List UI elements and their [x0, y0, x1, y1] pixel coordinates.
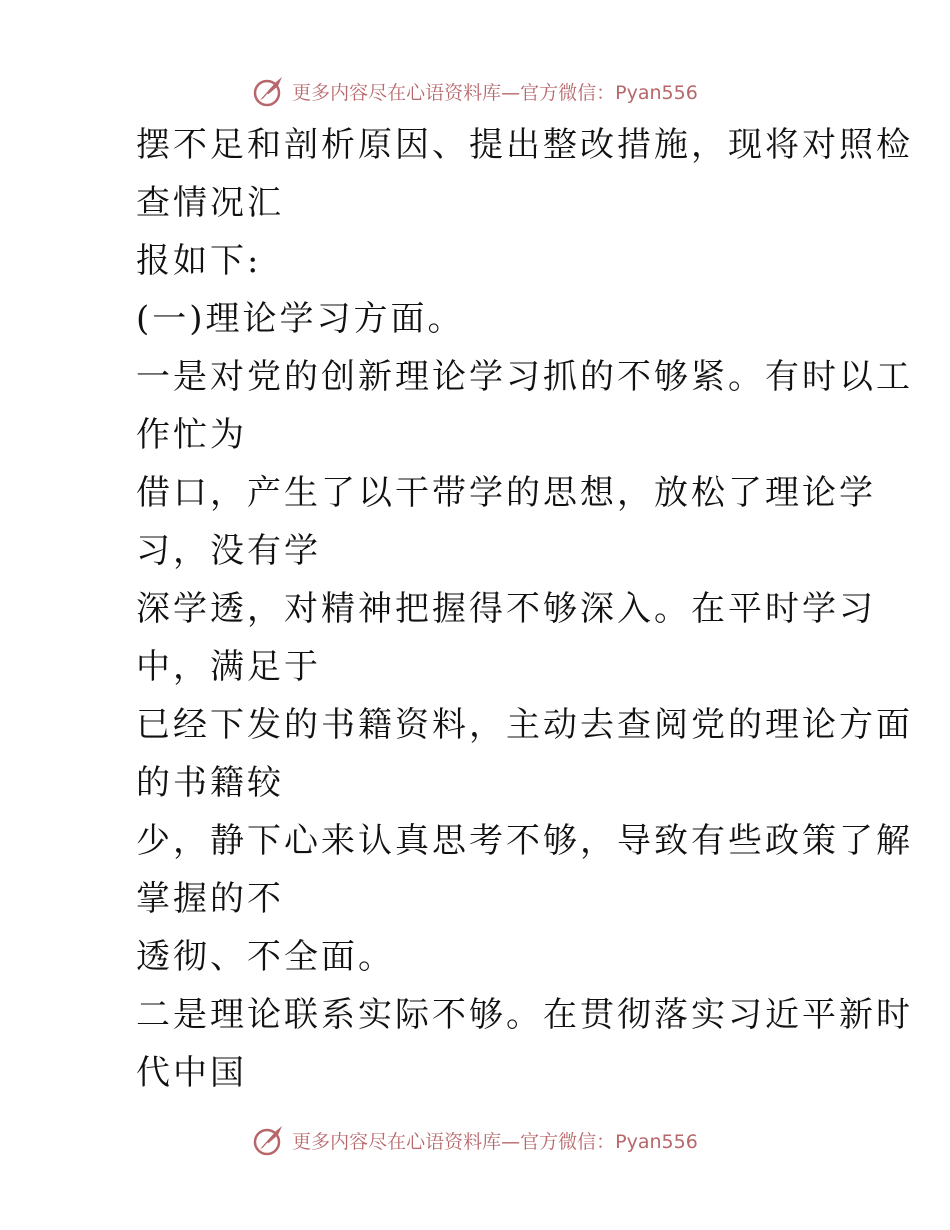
quill-logo-icon [252, 74, 286, 108]
text-line: 习，没有学 [136, 531, 321, 571]
text-line: 少，静下心来认真思考不够，导致有些政策了解 [136, 821, 913, 861]
text-line: 掌握的不 [136, 879, 284, 919]
text-line: 中，满足于 [136, 647, 321, 687]
text-line: 报如下: [136, 241, 262, 281]
text-line: 作忙为 [136, 415, 247, 455]
header-watermark [0, 71, 950, 111]
document-body [98, 116, 913, 1102]
text-line: 摆不足和剖析原因、提出整改措施，现将对照检 [136, 125, 913, 165]
watermark-text: 更多内容尽在心语资料库—官方微信：Pyan556 [292, 1130, 698, 1153]
text-line: 二是理论联系实际不够。在贯彻落实习近平新时 [136, 995, 913, 1035]
footer-watermark [0, 1120, 950, 1160]
quill-logo-icon [252, 1123, 286, 1157]
text-line: 代中国 [136, 1053, 247, 1093]
text-line: 透彻、不全面。 [136, 937, 395, 977]
text-line: (一)理论学习方面。 [136, 299, 465, 339]
text-line: 查情况汇 [136, 183, 284, 223]
watermark-text: 更多内容尽在心语资料库—官方微信：Pyan556 [292, 81, 698, 104]
text-line: 借口，产生了以干带学的思想，放松了理论学 [136, 473, 876, 513]
text-line: 的书籍较 [136, 763, 284, 803]
text-line: 深学透，对精神把握得不够深入。在平时学习 [136, 589, 876, 629]
text-line: 已经下发的书籍资料，主动去查阅党的理论方面 [136, 705, 913, 745]
text-line: 一是对党的创新理论学习抓的不够紧。有时以工 [136, 357, 913, 397]
